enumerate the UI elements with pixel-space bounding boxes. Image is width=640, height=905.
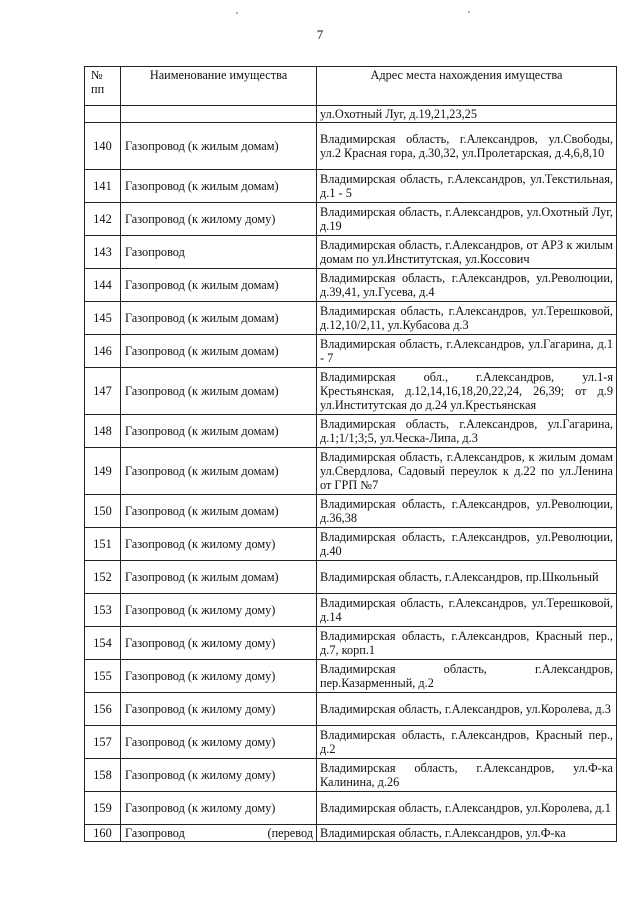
table-cell-name: Газопровод (к жилому дому)	[121, 203, 317, 236]
table-row	[85, 495, 617, 528]
table-cell-name: Газопровод (к жилым домам)	[121, 269, 317, 302]
table-cell-address: Владимирская область, г.Александров, пер.Казарменный, д.2	[317, 660, 617, 693]
table-cell-address: Владимирская область, г.Александров, Красный пер., д.2	[317, 726, 617, 759]
table-cell-address: Владимирская область, г.Александров, к жилым домам ул.Свердлова, Садовый переулок к д.22 по ул.Ленина от ГРП №7	[317, 448, 617, 495]
table-cell-name: Газопровод (к жилым домам)	[121, 495, 317, 528]
table-row	[85, 792, 617, 825]
table-header-row	[85, 67, 617, 106]
table-row-partial	[85, 825, 617, 842]
table-cell-name: Газопровод (к жилым домам)	[121, 448, 317, 495]
table-cell-address: Владимирская область, г.Александров, ул.Гагарина, д.1;1/1;3;5, ул.Ческа-Липа, д.3	[317, 415, 617, 448]
table-cell-name: Газопровод (к жилому дому)	[121, 594, 317, 627]
table-cell-num: 146	[85, 335, 121, 368]
table-row	[85, 660, 617, 693]
table-row	[85, 269, 617, 302]
table-cell-address: Владимирская область, г.Александров, от АРЗ к жилым домам по ул.Институтская, ул.Коссович	[317, 236, 617, 269]
table-row	[85, 561, 617, 594]
table-row	[85, 627, 617, 660]
table-cell-address: Владимирская область, г.Александров, Красный пер., д.7, корп.1	[317, 627, 617, 660]
table-cell-address: Владимирская область, г.Александров, ул.Гагарина, д.1 - 7	[317, 335, 617, 368]
table-row	[85, 368, 617, 415]
table-cell-num: 143	[85, 236, 121, 269]
table-cell-name: Газопровод (к жилому дому)	[121, 528, 317, 561]
scan-speck	[468, 11, 470, 13]
table-cell-num: 148	[85, 415, 121, 448]
table-row	[85, 170, 617, 203]
table-cell-name: Газопровод (к жилым домам)	[121, 561, 317, 594]
table-cell-address: Владимирская область, г.Александров, ул.Свободы, ул.2 Красная гора, д.30,32, ул.Пролетарская, д.4,6,8,10	[317, 123, 617, 170]
table-row	[85, 302, 617, 335]
table-cell-num: 141	[85, 170, 121, 203]
table-cell-num: 156	[85, 693, 121, 726]
table-cell-num: 150	[85, 495, 121, 528]
table-cell-num: 144	[85, 269, 121, 302]
header-address: Адрес места нахождения имущества	[317, 67, 617, 106]
header-num: № пп	[85, 67, 121, 106]
table-cell-num: 145	[85, 302, 121, 335]
table-cell-num: 149	[85, 448, 121, 495]
table-cell-name: Газопровод (к жилому дому)	[121, 792, 317, 825]
table-cell-address: Владимирская область, г.Александров, ул.Ф-ка	[317, 825, 617, 842]
table-cell-num: 140	[85, 123, 121, 170]
table-cell-num: 147	[85, 368, 121, 415]
table-row	[85, 448, 617, 495]
table-cell-address: Владимирская область, г.Александров, ул.Королева, д.1	[317, 792, 617, 825]
table-row	[85, 594, 617, 627]
continuation-row	[85, 106, 617, 123]
table-cell-name: Газопровод (к жилым домам)	[121, 415, 317, 448]
table-cell-num: 153	[85, 594, 121, 627]
scan-speck	[236, 12, 238, 14]
table-cell-address: Владимирская область, г.Александров, ул.Охотный Луг, д.19	[317, 203, 617, 236]
table-cell-name	[121, 106, 317, 123]
table-cell-num: 160	[85, 825, 121, 842]
table-cell-name: Газопровод (к жилым домам)	[121, 123, 317, 170]
table-cell-address: Владимирская область, г.Александров, ул.Революции, д.36,38	[317, 495, 617, 528]
table-row	[85, 203, 617, 236]
table-cell-address: Владимирская область, г.Александров, ул.Революции, д.39,41, ул.Гусева, д.4	[317, 269, 617, 302]
table-cell-num: 155	[85, 660, 121, 693]
table-cell-name: Газопровод (к жилым домам)	[121, 368, 317, 415]
table-cell-name: Газопровод (к жилому дому)	[121, 627, 317, 660]
table-cell-address: Владимирская область, г.Александров, ул.Революции, д.40	[317, 528, 617, 561]
header-name: Наименование имущества	[121, 67, 317, 106]
table-cell-num: 158	[85, 759, 121, 792]
table-cell-name: Газопровод	[121, 236, 317, 269]
table-cell-name: Газопровод (к жилым домам)	[121, 335, 317, 368]
table-row	[85, 415, 617, 448]
table-cell-num: 142	[85, 203, 121, 236]
table-row	[85, 726, 617, 759]
table-row	[85, 236, 617, 269]
page-number: 7	[316, 27, 324, 42]
table-cell-address: Владимирская область, г.Александров, ул.Ф-ка Калинина, д.26	[317, 759, 617, 792]
table-cell-num	[85, 106, 121, 123]
table-row	[85, 693, 617, 726]
table-cell-num: 152	[85, 561, 121, 594]
table-row	[85, 123, 617, 170]
table-row	[85, 335, 617, 368]
table-cell-name: Газопровод (к жилым домам)	[121, 302, 317, 335]
table-cell-address: Владимирская область, г.Александров, ул.Терешковой, д.12,10/2,11, ул.Кубасова д.3	[317, 302, 617, 335]
table-row	[85, 759, 617, 792]
table-cell-name: Газопровод (к жилым домам)	[121, 170, 317, 203]
table-row	[85, 528, 617, 561]
property-table	[84, 66, 617, 842]
table-cell-name: Газопровод (к жилому дому)	[121, 726, 317, 759]
table-cell-address: Владимирская обл., г.Александров, ул.1-я Крестьянская, д.12,14,16,18,20,22,24, 26,39; от д.9 ул.Институтская до д.24 ул.Крестьянская	[317, 368, 617, 415]
table-cell-num: 151	[85, 528, 121, 561]
table-cell-address: ул.Охотный Луг, д.19,21,23,25	[317, 106, 617, 123]
table-cell-num: 154	[85, 627, 121, 660]
table-cell-num: 159	[85, 792, 121, 825]
table-cell-num: 157	[85, 726, 121, 759]
table-cell-address: Владимирская область, г.Александров, пр.Школьный	[317, 561, 617, 594]
table-cell-address: Владимирская область, г.Александров, ул.Королева, д.3	[317, 693, 617, 726]
table-cell-name: Газопровод (к жилому дому)	[121, 759, 317, 792]
table-cell-name: Газопровод (к жилому дому)	[121, 660, 317, 693]
table-cell-address: Владимирская область, г.Александров, ул.Терешковой, д.14	[317, 594, 617, 627]
table-cell-name: Газопровод (к жилому дому)	[121, 693, 317, 726]
table-cell-name: Газопровод (перевод	[121, 825, 317, 842]
table-cell-address: Владимирская область, г.Александров, ул.Текстильная, д.1 - 5	[317, 170, 617, 203]
